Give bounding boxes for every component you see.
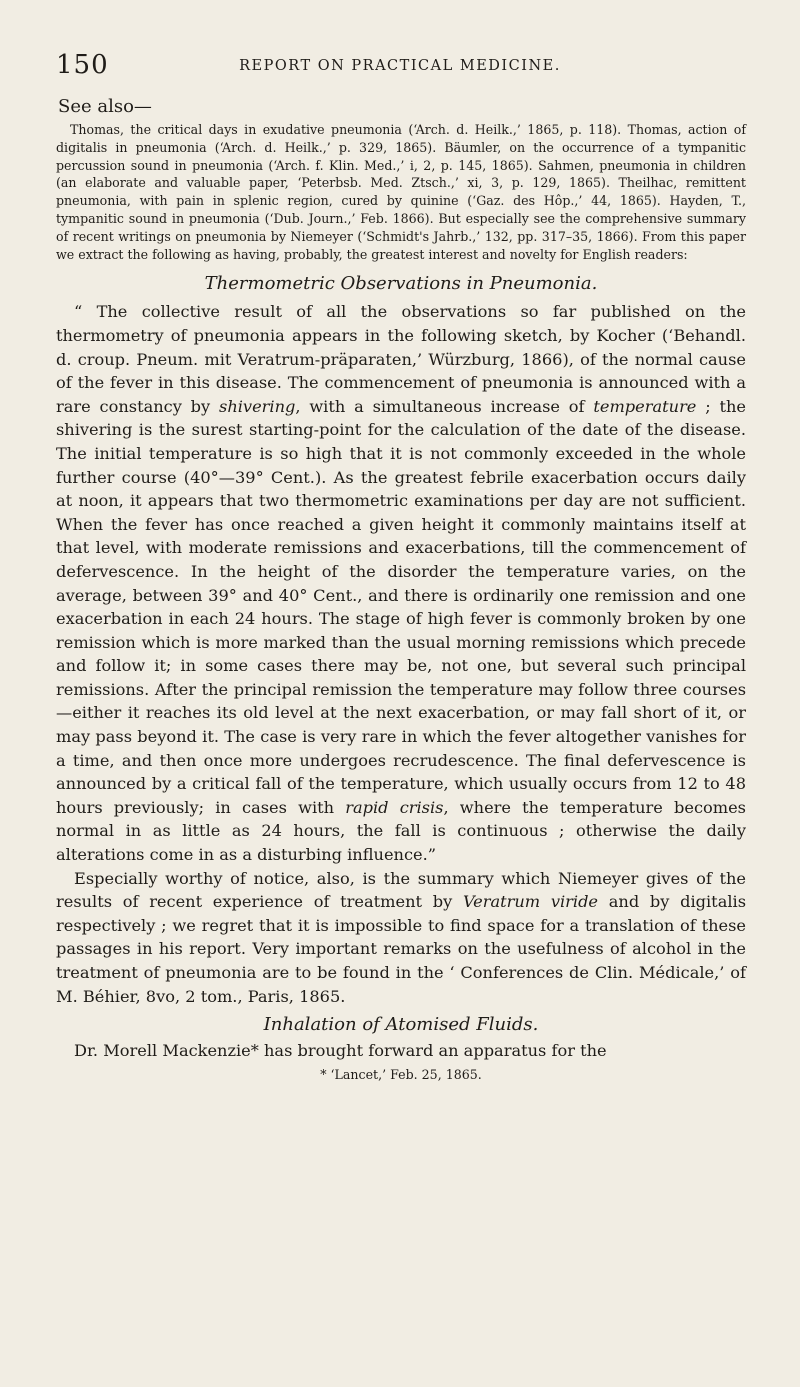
running-title: REPORT ON PRACTICAL MEDICINE. bbox=[239, 58, 561, 74]
see-also-heading: See also— bbox=[58, 96, 152, 117]
kocher-quote-paragraph: “ The collective result of all the observations so far published on the thermometry of pneumonia appears in the following sketch, by Kocher (‘Behandl. d. croup. Pneum. mit Veratrum-präparaten,’ Würzburg, 1866), of the normal cause of the fever in this disease. The commencement of pneumonia is announced with a rare constancy by shivering, with a simultaneous increase of temperature ; the shivering is the surest starting-point for the calculation of the date of the disease. The initial temperature is so high that it is not commonly exceeded in the whole further course (40°—39° Cent.). As the greatest febrile exacerbation occurs daily at noon, it appears that two thermometric examinations per day are not sufficient. When the fever has once reached a given height it commonly maintains itself at that level, with moderate remissions and exacerbations, till the commencement of defervescence. In the height of the disorder the temperature varies, on the average, between 39° and 40° Cent., and there is ordinarily one remission and one exacerbation in each 24 hours. The stage of high fever is commonly broken by one remission which is more marked than the usual morning remissions which precede and follow it; in some cases there may be, not one, but several such principal remissions. After the principal remission the temperature may follow three courses—either it reaches its old level at the next exacerbation, or may fall short of it, or may pass beyond it. The case is very rare in which the fever altogether vanishes for a time, and then once more undergoes recrudescence. The final defervescence is announced by a critical fall of the temperature, which usually occurs from 12 to 48 hours previously; in cases with rapid crisis, where the temperature becomes normal in as little as 24 hours, the fall is continuous ; otherwise the daily alterations come in as a disturbing influence.” bbox=[56, 302, 746, 865]
see-also-references: Thomas, the critical days in exudative pneumonia (‘Arch. d. Heilk.,’ 1865, p. 118). Thomas, action of digitalis in pneumonia (‘Arch. d. Heilk.,’ p. 329, 1865). Bäumler, on the occurrence of a tympanitic percussion sound in pneumonia (‘Arch. f. Klin. Med.,’ i, 2, p. 145, 1865). Sahmen, pneumonia in children (an elaborate and valuable paper, ‘Peterbsb. Med. Ztsch.,’ xi, 3, p. 129, 1865). Theilhac, remittent pneumonia, with pain in splenic region, cured by quinine (‘Gaz. des Hôp.,’ 44, 1865). Hayden, T., tympanitic sound in pneumonia (‘Dub. Journ.,’ Feb. 1866). But especially see the comprehensive summary of recent writings on pneumonia by Niemeyer (‘Schmidt's Jahrb.,’ 132, pp. 317–35, 1866). From this paper we extract the following as having, probably, the greatest interest and novelty for English readers: bbox=[56, 122, 746, 262]
footnote: * ‘Lancet,’ Feb. 25, 1865. bbox=[320, 1066, 482, 1082]
mackenzie-paragraph: Dr. Morell Mackenzie* has brought forward an apparatus for the bbox=[74, 1041, 607, 1061]
page-number: 150 bbox=[56, 50, 109, 80]
section-title-thermometric: Thermometric Observations in Pneumonia. bbox=[204, 273, 598, 295]
niemeyer-summary-paragraph: Especially worthy of notice, also, is the summary which Niemeyer gives of the results of recent experience of treatment by Veratrum viride and by digitalis respectively ; we regret that it is impossible to find space for a translation of these passages in his report. Very important remarks on the usefulness of alcohol in the treatment of pneumonia are to be found in the ‘ Conferences de Clin. Médicale,’ of M. Béhier, 8vo, 2 tom., Paris, 1865. bbox=[56, 868, 747, 1006]
page-body bbox=[56, 96, 746, 1082]
section-title-inhalation: Inhalation of Atomised Fluids. bbox=[263, 1014, 539, 1036]
running-head bbox=[56, 50, 744, 84]
